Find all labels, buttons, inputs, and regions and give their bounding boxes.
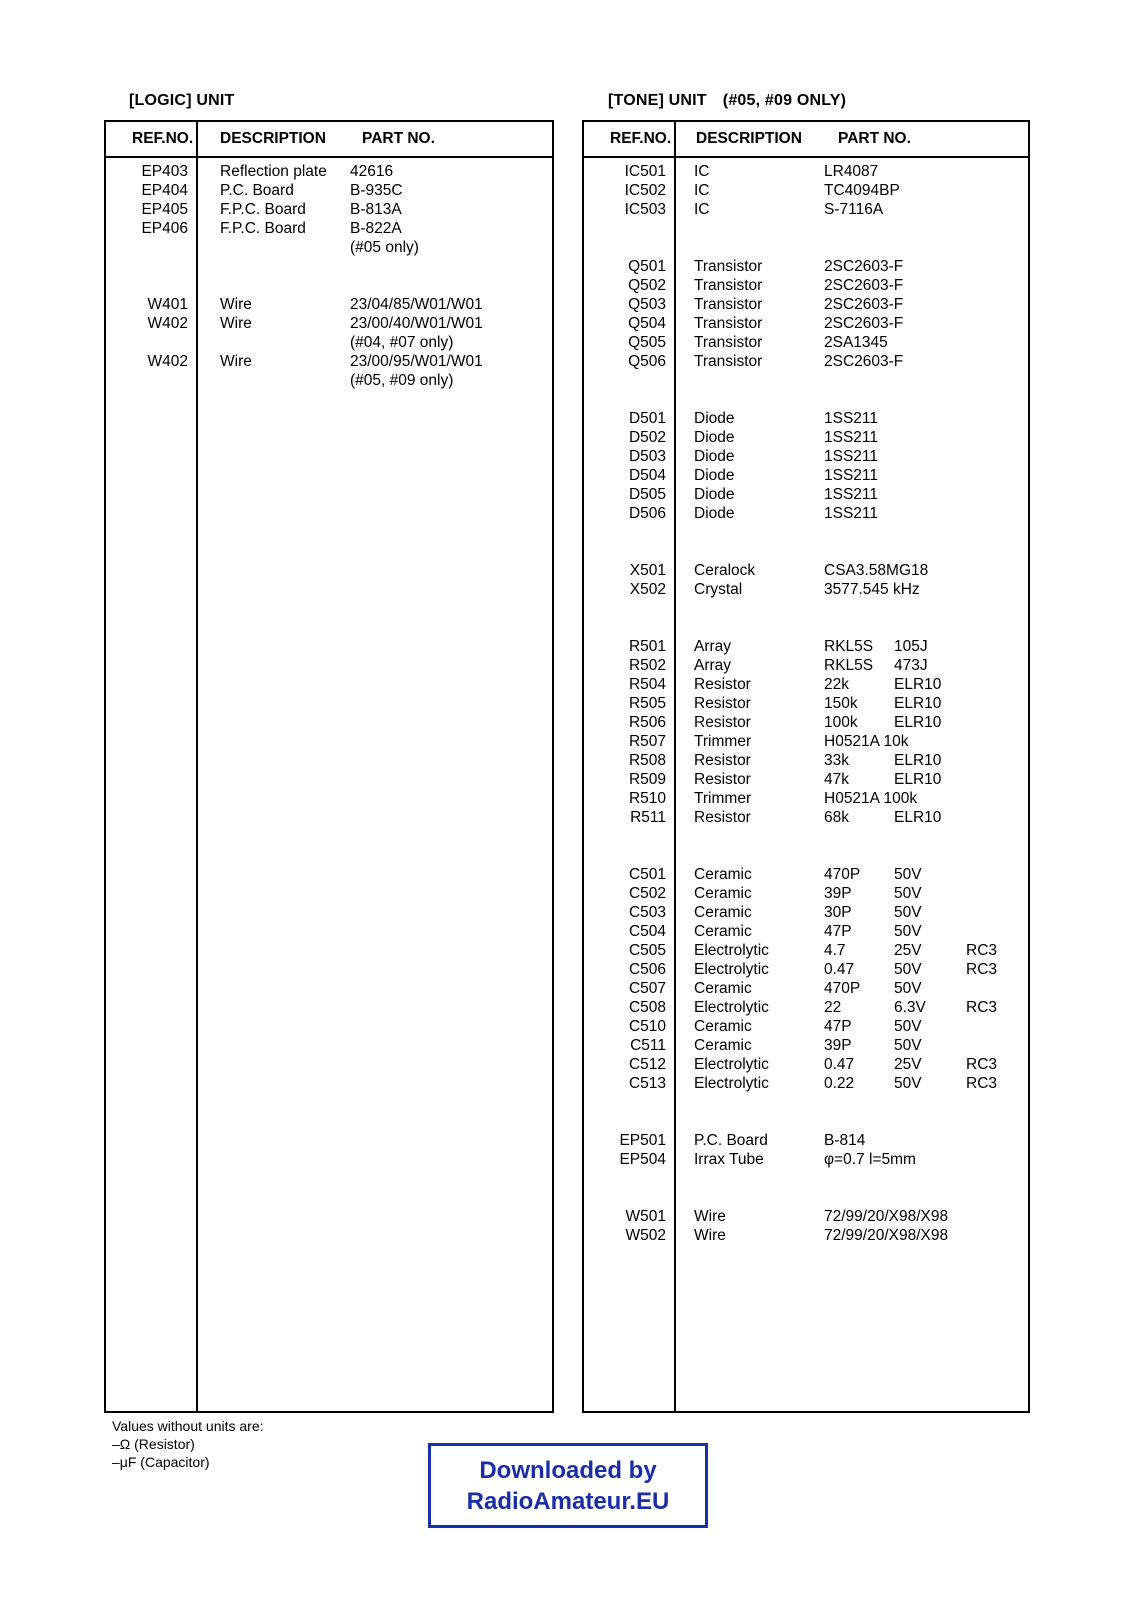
table-row <box>584 1131 1028 1150</box>
table-row <box>106 333 552 352</box>
description-cell: Ceramic <box>694 866 752 883</box>
part-no-cell: 2SA1345 <box>824 334 888 351</box>
units-footnote <box>112 1417 264 1471</box>
ref-no-cell: EP405 <box>141 201 188 218</box>
description-cell: Resistor <box>694 695 751 712</box>
table-spacer <box>584 523 1028 542</box>
part-type-cell: RC3 <box>966 999 998 1016</box>
ref-no-cell: X502 <box>629 581 666 598</box>
part-no-cell: φ=0.7 l=5mm <box>824 1151 916 1168</box>
table-spacer <box>106 257 552 276</box>
description-cell: Ceramic <box>694 1037 752 1054</box>
ref-no-cell: C501 <box>628 866 666 883</box>
description-cell: Diode <box>694 505 735 522</box>
part-no-cell: 2SC2603-F <box>824 315 904 332</box>
part-spec-cell: 50V <box>894 904 922 921</box>
ref-no-cell: W502 <box>625 1227 666 1244</box>
ref-no-cell: C504 <box>628 923 666 940</box>
part-no-cell: 1SS211 <box>824 448 879 465</box>
table-spacer <box>584 371 1028 390</box>
part-spec-cell: ELR10 <box>894 676 942 693</box>
part-no-cell: (#04, #07 only) <box>350 334 454 351</box>
ref-no-cell: D504 <box>628 467 666 484</box>
tone-table-body <box>584 162 1028 1245</box>
description-cell: Reflection plate <box>220 163 327 180</box>
ref-no-cell: D505 <box>628 486 666 503</box>
part-no-cell: 1SS211 <box>824 467 879 484</box>
ref-no-cell: R510 <box>628 790 666 807</box>
table-spacer <box>584 1112 1028 1131</box>
logic-header-ref: REF.NO. <box>132 130 194 147</box>
tone-parts-table <box>582 120 1030 1413</box>
description-cell: Wire <box>220 315 252 332</box>
ref-no-cell: Q503 <box>628 296 666 313</box>
ref-no-cell: IC502 <box>624 182 666 199</box>
part-no-cell: B-814 <box>824 1132 866 1149</box>
footnote-line-3: –μF (Capacitor) <box>112 1454 210 1470</box>
part-no-cell: 2SC2603-F <box>824 258 904 275</box>
download-badge <box>428 1443 708 1528</box>
table-row <box>584 751 1028 770</box>
logic-parts-table <box>104 120 554 1413</box>
table-spacer <box>584 599 1028 618</box>
part-spec-cell: 50V <box>894 980 922 997</box>
table-row <box>584 656 1028 675</box>
table-row <box>584 333 1028 352</box>
table-row <box>106 162 552 181</box>
part-type-cell: RC3 <box>966 1075 998 1092</box>
part-type-cell: RC3 <box>966 1056 998 1073</box>
part-no-cell: 47k <box>824 771 849 788</box>
ref-no-cell: X501 <box>629 562 666 579</box>
table-row <box>584 162 1028 181</box>
tone-header-ref: REF.NO. <box>610 130 672 147</box>
part-no-cell: 47P <box>824 1018 852 1035</box>
table-row <box>584 580 1028 599</box>
ref-no-cell: D506 <box>628 505 666 522</box>
ref-no-cell: D502 <box>628 429 666 446</box>
table-spacer <box>584 219 1028 238</box>
ref-no-cell: C503 <box>628 904 666 921</box>
table-spacer <box>584 542 1028 561</box>
table-row <box>584 1150 1028 1169</box>
description-cell: Electrolytic <box>694 999 769 1016</box>
table-spacer <box>584 846 1028 865</box>
part-no-cell: 22k <box>824 676 849 693</box>
part-no-cell: 3577.545 kHz <box>824 581 920 598</box>
tone-table-header <box>584 122 1028 158</box>
ref-no-cell: EP504 <box>619 1151 666 1168</box>
description-cell: Diode <box>694 429 735 446</box>
part-no-cell: 150k <box>824 695 858 712</box>
table-row <box>584 466 1028 485</box>
table-spacer <box>106 276 552 295</box>
part-spec-cell: 50V <box>894 885 922 902</box>
description-cell: Transistor <box>694 258 763 275</box>
ref-no-cell: R509 <box>628 771 666 788</box>
description-cell: Crystal <box>694 581 743 598</box>
part-no-cell: 1SS211 <box>824 429 879 446</box>
table-row <box>584 1017 1028 1036</box>
table-row <box>106 314 552 333</box>
description-cell: Ceramic <box>694 980 752 997</box>
part-spec-cell: ELR10 <box>894 771 942 788</box>
table-row <box>584 1226 1028 1245</box>
part-no-cell: TC4094BP <box>824 182 900 199</box>
table-row <box>584 732 1028 751</box>
description-cell: Array <box>694 638 732 655</box>
part-no-cell: RKL5S <box>824 638 874 655</box>
part-no-cell: 2SC2603-F <box>824 353 904 370</box>
table-row <box>584 504 1028 523</box>
ref-no-cell: D503 <box>628 448 666 465</box>
description-cell: Trimmer <box>694 790 752 807</box>
ref-no-cell: R507 <box>628 733 666 750</box>
part-no-cell: 68k <box>824 809 849 826</box>
part-spec-cell: 50V <box>894 866 922 883</box>
badge-line-1: Downloaded by <box>479 1456 657 1484</box>
part-spec-cell: 25V <box>894 1056 922 1073</box>
table-row <box>584 352 1028 371</box>
part-no-cell: H0521A 10k <box>824 733 909 750</box>
ref-no-cell: Q502 <box>628 277 666 294</box>
part-spec-cell: 50V <box>894 1075 922 1092</box>
ref-no-cell: R505 <box>628 695 666 712</box>
description-cell: Transistor <box>694 315 763 332</box>
table-row <box>106 181 552 200</box>
description-cell: Ceralock <box>694 562 756 579</box>
part-no-cell: CSA3.58MG18 <box>824 562 929 579</box>
table-row <box>106 352 552 371</box>
ref-no-cell: R511 <box>630 809 666 826</box>
table-row <box>106 295 552 314</box>
table-row <box>584 1036 1028 1055</box>
table-row <box>584 428 1028 447</box>
ref-no-cell: EP501 <box>619 1132 666 1149</box>
table-row <box>584 884 1028 903</box>
table-spacer <box>584 827 1028 846</box>
ref-no-cell: C506 <box>628 961 666 978</box>
table-row <box>584 922 1028 941</box>
ref-no-cell: EP403 <box>141 163 188 180</box>
ref-no-cell: C502 <box>628 885 666 902</box>
table-row <box>584 257 1028 276</box>
description-cell: Electrolytic <box>694 1075 769 1092</box>
description-cell: Electrolytic <box>694 961 769 978</box>
part-no-cell: 100k <box>824 714 858 731</box>
description-cell: Resistor <box>694 676 751 693</box>
table-spacer <box>584 1188 1028 1207</box>
part-spec-cell: 50V <box>894 923 922 940</box>
logic-unit-title <box>129 92 235 110</box>
ref-no-cell: R508 <box>628 752 666 769</box>
description-cell: Diode <box>694 467 735 484</box>
ref-no-cell: C513 <box>628 1075 666 1092</box>
logic-unit-title-text: [LOGIC] UNIT <box>129 92 235 109</box>
table-row <box>584 200 1028 219</box>
part-no-cell: 23/00/95/W01/W01 <box>350 353 483 370</box>
part-no-cell: 1SS211 <box>824 486 879 503</box>
part-no-cell: B-822A <box>350 220 402 237</box>
ref-no-cell: C507 <box>628 980 666 997</box>
description-cell: Electrolytic <box>694 1056 769 1073</box>
table-row <box>584 694 1028 713</box>
ref-no-cell: C511 <box>630 1037 666 1054</box>
part-no-cell: 0.22 <box>824 1075 855 1092</box>
part-no-cell: 72/99/20/X98/X98 <box>824 1227 949 1244</box>
logic-table-header <box>106 122 552 158</box>
description-cell: Resistor <box>694 771 751 788</box>
description-cell: P.C. Board <box>220 182 294 199</box>
description-cell: Wire <box>220 353 252 370</box>
part-no-cell: 1SS211 <box>824 505 879 522</box>
ref-no-cell: IC503 <box>624 201 666 218</box>
table-row <box>584 675 1028 694</box>
table-row <box>584 561 1028 580</box>
part-spec-cell: 6.3V <box>894 999 926 1016</box>
ref-no-cell: Q505 <box>628 334 666 351</box>
ref-no-cell: Q506 <box>628 353 666 370</box>
table-row <box>584 865 1028 884</box>
part-no-cell: 0.47 <box>824 961 855 978</box>
part-no-cell: B-813A <box>350 201 402 218</box>
part-no-cell: 470P <box>824 980 861 997</box>
part-type-cell: RC3 <box>966 942 998 959</box>
table-row <box>584 409 1028 428</box>
part-spec-cell: ELR10 <box>894 809 942 826</box>
description-cell: IC <box>694 201 710 218</box>
description-cell: F.P.C. Board <box>220 220 306 237</box>
ref-no-cell: W402 <box>147 315 188 332</box>
part-no-cell: (#05, #09 only) <box>350 372 454 389</box>
part-type-cell: RC3 <box>966 961 998 978</box>
footnote-line-2: –Ω (Resistor) <box>112 1436 195 1452</box>
table-spacer <box>584 390 1028 409</box>
table-row <box>584 485 1028 504</box>
ref-no-cell: D501 <box>628 410 666 427</box>
ref-no-cell: R506 <box>628 714 666 731</box>
part-spec-cell: 25V <box>894 942 922 959</box>
description-cell: Ceramic <box>694 923 752 940</box>
description-cell: Resistor <box>694 752 751 769</box>
part-spec-cell: ELR10 <box>894 752 942 769</box>
table-row <box>106 371 552 390</box>
part-no-cell: 39P <box>824 1037 852 1054</box>
ref-no-cell: W401 <box>147 296 188 313</box>
part-no-cell: 39P <box>824 885 852 902</box>
table-row <box>584 979 1028 998</box>
table-row <box>584 960 1028 979</box>
ref-no-cell: Q504 <box>628 315 666 332</box>
description-cell: IC <box>694 163 710 180</box>
description-cell: Wire <box>694 1208 726 1225</box>
ref-no-cell: C512 <box>628 1056 666 1073</box>
ref-no-cell: C510 <box>628 1018 666 1035</box>
table-spacer <box>584 1093 1028 1112</box>
table-row <box>584 181 1028 200</box>
description-cell: Transistor <box>694 353 763 370</box>
description-cell: Transistor <box>694 296 763 313</box>
part-no-cell: 42616 <box>350 163 394 180</box>
tone-header-part: PART NO. <box>838 130 911 147</box>
part-no-cell: (#05 only) <box>350 239 419 256</box>
tone-unit-note: (#05, #09 ONLY) <box>722 92 847 109</box>
description-cell: Array <box>694 657 732 674</box>
description-cell: P.C. Board <box>694 1132 768 1149</box>
part-spec-cell: 473J <box>894 657 928 674</box>
ref-no-cell: Q501 <box>628 258 666 275</box>
table-row <box>584 276 1028 295</box>
part-spec-cell: 50V <box>894 1018 922 1035</box>
table-row <box>584 295 1028 314</box>
description-cell: Diode <box>694 448 735 465</box>
description-cell: Transistor <box>694 334 763 351</box>
table-spacer <box>584 238 1028 257</box>
description-cell: Ceramic <box>694 885 752 902</box>
part-no-cell: 47P <box>824 923 852 940</box>
part-spec-cell: ELR10 <box>894 695 942 712</box>
part-no-cell: 72/99/20/X98/X98 <box>824 1208 949 1225</box>
description-cell: F.P.C. Board <box>220 201 306 218</box>
table-spacer <box>584 1169 1028 1188</box>
description-cell: Wire <box>220 296 252 313</box>
table-row <box>584 789 1028 808</box>
part-no-cell: 0.47 <box>824 1056 855 1073</box>
badge-line-2: RadioAmateur.EU <box>466 1487 670 1515</box>
description-cell: Electrolytic <box>694 942 769 959</box>
description-cell: Ceramic <box>694 1018 752 1035</box>
table-row <box>106 200 552 219</box>
table-row <box>584 447 1028 466</box>
part-no-cell: H0521A 100k <box>824 790 918 807</box>
part-no-cell: 23/04/85/W01/W01 <box>350 296 483 313</box>
table-row <box>584 998 1028 1017</box>
part-no-cell: 23/00/40/W01/W01 <box>350 315 483 332</box>
tone-header-desc: DESCRIPTION <box>696 130 802 147</box>
part-no-cell: 22 <box>824 999 842 1016</box>
ref-no-cell: R501 <box>628 638 666 655</box>
logic-header-part: PART NO. <box>362 130 435 147</box>
table-row <box>584 637 1028 656</box>
part-no-cell: S-7116A <box>824 201 884 218</box>
part-no-cell: 33k <box>824 752 849 769</box>
ref-no-cell: EP404 <box>141 182 188 199</box>
table-row <box>584 1055 1028 1074</box>
logic-table-body <box>106 162 552 390</box>
table-row <box>584 1207 1028 1226</box>
table-row <box>584 903 1028 922</box>
part-spec-cell: 50V <box>894 1037 922 1054</box>
description-cell: Resistor <box>694 714 751 731</box>
description-cell: IC <box>694 182 710 199</box>
part-no-cell: 1SS211 <box>824 410 879 427</box>
table-row <box>584 713 1028 732</box>
ref-no-cell: W402 <box>147 353 188 370</box>
ref-no-cell: C508 <box>628 999 666 1016</box>
description-cell: Trimmer <box>694 733 752 750</box>
tone-unit-title <box>608 92 846 110</box>
part-no-cell: 30P <box>824 904 852 921</box>
footnote-line-1: Values without units are: <box>112 1418 264 1434</box>
part-no-cell: LR4087 <box>824 163 879 180</box>
description-cell: Diode <box>694 410 735 427</box>
ref-no-cell: EP406 <box>141 220 188 237</box>
table-row <box>584 1074 1028 1093</box>
logic-header-desc: DESCRIPTION <box>220 130 326 147</box>
description-cell: Wire <box>694 1227 726 1244</box>
ref-no-cell: R504 <box>628 676 666 693</box>
table-row <box>106 219 552 238</box>
part-no-cell: 470P <box>824 866 861 883</box>
part-spec-cell: 50V <box>894 961 922 978</box>
description-cell: Diode <box>694 486 735 503</box>
description-cell: Resistor <box>694 809 751 826</box>
part-no-cell: B-935C <box>350 182 403 199</box>
table-row <box>584 314 1028 333</box>
part-no-cell: 2SC2603-F <box>824 296 904 313</box>
ref-no-cell: IC501 <box>624 163 666 180</box>
table-row <box>584 808 1028 827</box>
part-spec-cell: ELR10 <box>894 714 942 731</box>
tone-unit-title-text: [TONE] UNIT <box>608 92 707 109</box>
table-row <box>584 941 1028 960</box>
description-cell: Ceramic <box>694 904 752 921</box>
table-row <box>106 238 552 257</box>
ref-no-cell: R502 <box>628 657 666 674</box>
part-no-cell: 2SC2603-F <box>824 277 904 294</box>
description-cell: Transistor <box>694 277 763 294</box>
table-row <box>584 770 1028 789</box>
ref-no-cell: C505 <box>628 942 666 959</box>
part-no-cell: RKL5S <box>824 657 874 674</box>
ref-no-cell: W501 <box>625 1208 666 1225</box>
part-spec-cell: 105J <box>894 638 928 655</box>
description-cell: Irrax Tube <box>694 1151 764 1168</box>
table-spacer <box>584 618 1028 637</box>
part-no-cell: 4.7 <box>824 942 846 959</box>
